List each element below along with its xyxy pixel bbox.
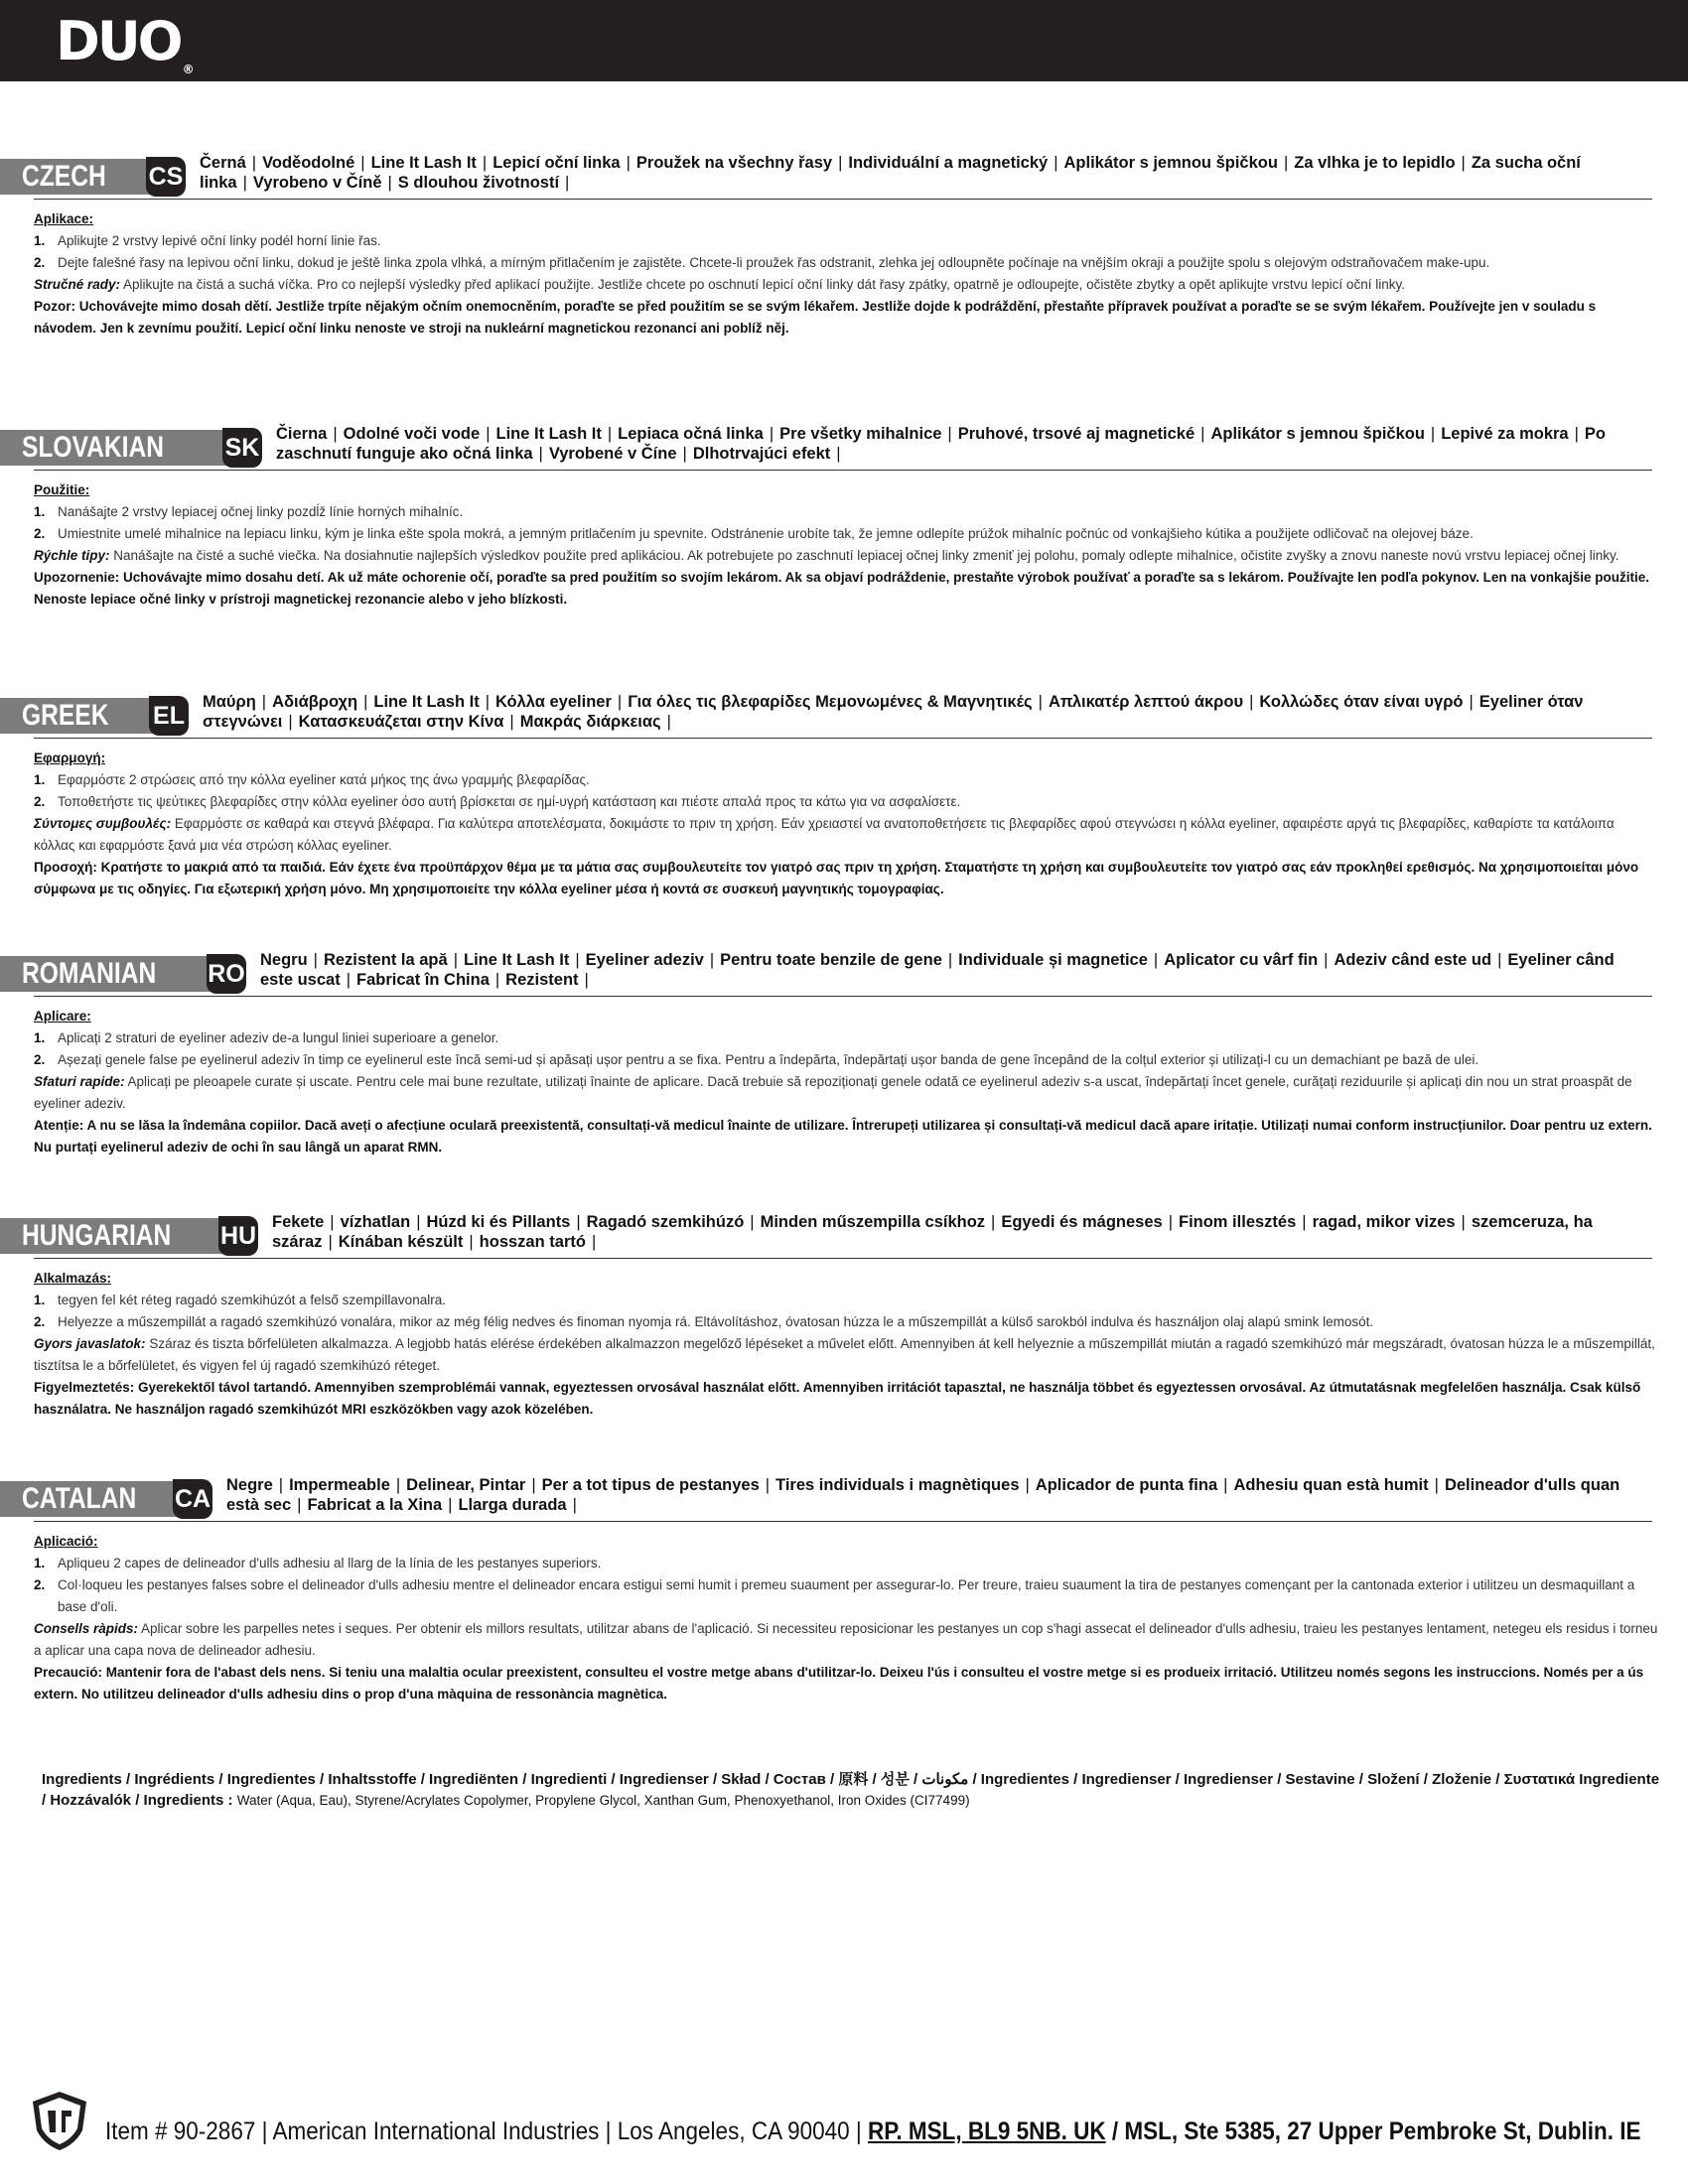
feature-item: Negre [226,1476,273,1494]
section-divider [34,470,1652,471]
language-code-badge: RO [207,954,246,994]
instruction-step: 1. Εφαρμόστε 2 στρώσεις από την κόλλα eyeliner κατά μήκος της άνω γραμμής βλεφαρίδας. [34,772,590,787]
feature-item: Κόλλα eyeliner [495,693,612,711]
feature-item: Αδιάβροχη [272,693,358,711]
ingredients-labels: Ingredients / Ingrédients / Ingredientes / Inhaltsstoffe / Ingrediënten / Ingredienti / Ingredienser / Skład / Состав / 原料 / 성분 / مكونات / Ingredientes / Ingredienser / Ingredienser / Sestavine / Složení / Zloženie / Συστατικά Ingrediente / Hozzávalók / Ingredients : [42,1771,1660,1809]
instructions-heading: Εφαρμογή: [34,751,106,765]
feature-item: Dlhotrvajúci efekt [692,445,831,463]
language-label: CATALAN [0,1481,179,1517]
instruction-step: 2. Helyezze a műszempillát a ragadó szemkihúzó vonalára, mikor az még félig nedves és finoman nyomja rá. Eltávolításhoz, óvatosan húzza le a műszempillát a külső sarokból indulva és használjon olaj alapú smink lemosót. [34,1314,1374,1329]
instructions [34,208,1658,340]
feature-item: ragad, mikor vizes [1312,1213,1456,1231]
feature-item: Rezistent la apă [323,951,448,969]
feature-item: Černá [200,154,246,172]
feature-list: Fekete | vízhatlan | Húzd ki és Pillants | Ragadó szemkihúzó | Minden műszempilla csíkhoz | Egyedi és mágneses | Finom illesztés | ragad, mikor vizes | szemceruza, ha száraz | Kínában készült | hosszan tartó | [272,1213,1593,1251]
feature-item: Line It Lash It [463,951,570,969]
feature-item: hosszan tartó [479,1233,586,1251]
language-code-badge: CA [173,1479,212,1519]
instruction-step: 1. Aplicați 2 straturi de eyeliner adeziv de-a lungul liniei superioare a genelor. [34,1030,499,1045]
quick-tips: Σύντομες συμβουλές: Εφαρμόστε σε καθαρά και στεγνά βλέφαρα. Για καλύτερα αποτελέσματα, δοκιμάστε το πριν τη χρήση. Εάν χρειαστεί να ανατοποθετήσετε τις βλεφαρίδες αφού στεγνώσει η κόλλα eyeliner, αφαιρέστε αργά τις βλεφαρίδες, καθαρίστε τα κατάλοιπα κόλλας και εφαρμόστε ξανά μια νέα στρώση κόλλας eyeliner. [34,816,1615,853]
feature-item: Aplicator cu vârf fin [1164,951,1319,969]
instruction-step: 2. Τοποθετήστε τις ψεύτικες βλεφαρίδες στην κόλλα eyeliner όσο αυτή βρίσκεται σε ημί-υγρή κατάσταση και πιέστε απαλά προς τα κάτω για να ασφαλίσετε. [34,794,961,809]
feature-item: Lepivé za mokra [1441,425,1569,443]
feature-item: Kínában készült [338,1233,464,1251]
feature-item: Finom illesztés [1178,1213,1297,1231]
feature-item: Proužek na všechny řasy [635,154,833,172]
instruction-step: 2. Col·loqueu les pestanyes falses sobre el delineador d'ulls adhesiu mentre el delineador encara estigui semi humit i premeu suaument per assegurar-lo. Per treure, traieu suaument la tira de pestanyes començant per la cantonada exterior i utilitzeu un desmaquillant a base d'oli. [34,1577,1635,1614]
feature-item: Tires individuals i magnètiques [775,1476,1020,1494]
feature-item: Lepiaca očná linka [618,425,764,443]
feature-item: Eyeliner adeziv [585,951,704,969]
caution-warning: Figyelmeztetés: Gyerekektől távol tartandó. Amennyiben szemproblémái vannak, egyeztessen orvosával használat előtt. Amennyiben irritációt tapasztal, ne használja többet és egyeztessen orvosával. Az útmutatásnak megfelelően használja. Csak külső használatra. Ne használjon ragadó szemkihúzót MRI eszközökben vagy azok közelében. [34,1380,1641,1417]
instruction-step: 2. Așezați genele false pe eyelinerul adeziv în timp ce eyelinerul este încă semi-ud și apăsați ușor pentru a se fixa. Pentru a îndepărta, îndepărtați ușor banda de gene începând de la colțul exterior și utilizați-l cu un demachiant pe bază de ulei. [34,1052,1479,1067]
feature-item: Adeziv când este ud [1334,951,1492,969]
feature-item: Line It Lash It [495,425,602,443]
feature-item: Eyeliner când este uscat [260,951,1615,989]
caution-warning: Προσοχή: Κρατήστε το μακριά από τα παιδιά. Εάν έχετε ένα προϋπάρχον θέμα με τα μάτια σας συμβουλευτείτε τον γιατρό σας πριν τη χρήση. Σταματήστε τη χρήση και συμβουλευτείτε τον γιατρό σας εάν προκληθεί ερεθισμός. Να χρησιμοποιείται μόνο σύμφωνα με τις οδηγίες. Για εξωτερική χρήση μόνο. Μη χρησιμοποιείτε την κόλλα eyeliner μέσα ή κοντά σε συσκευή μαγνητικής τομογραφίας. [34,860,1639,896]
language-code-badge: SK [222,428,262,468]
feature-item: Čierna [276,425,328,443]
feature-item: Adhesiu quan està humit [1233,1476,1429,1494]
feature-item: Line It Lash It [373,693,480,711]
quick-tips: Gyors javaslatok: Száraz és tiszta bőrfelületen alkalmazza. A legjobb hatás elérése érdekében alkalmazzon megelőző lépéseket a művelet előtt. Amennyiben át kell helyeznie a műszempillát miután a ragadó szemkihúzó már megszáradt, óvatosan húzza le a műszempillát, tisztítsa le a bőrfelületet, és vigyen fel új ragadó szemkihúzó réteget. [34,1336,1655,1373]
language-code-badge: HU [218,1216,258,1256]
feature-item: Eyeliner όταν στεγνώνει [203,693,1584,731]
feature-item: Fabricat a la Xina [307,1496,443,1514]
instruction-step: 2. Dejte falešné řasy na lepivou oční linku, dokud je ještě linka zpola vlhká, a mírným přitlačením je zajistěte. Chcete-li proužek řas odstranit, zlehka jej odloupněte počínaje na vnějším okraji a použijte spolu s olejovým odstraňovačem make-upu. [34,255,1490,270]
feature-item: Ragadó szemkihúzó [586,1213,745,1231]
feature-item: Line It Lash It [370,154,477,172]
caution-warning: Upozornenie: Uchovávajte mimo dosahu detí. Ak už máte ochorenie očí, poraďte sa pred použitím so svojím lekárom. Ak sa objaví podráždenie, prestaňte výrobok používať a poraďte sa s lekárom. Používajte len podľa pokynov. Len na vonkajšie použitie. Nenoste lepiace očné linky v prístroji magnetickej rezonancie alebo v jeho blízkosti. [34,570,1649,607]
feature-item: Vyrobené v Číne [548,445,677,463]
feature-item: Voděodolné [262,154,355,172]
instructions [34,748,1658,900]
feature-item: Aplikátor s jemnou špičkou [1210,425,1425,443]
language-code-badge: EL [149,696,189,736]
instructions-heading: Alkalmazás: [34,1271,112,1286]
instructions-heading: Aplikace: [34,211,94,226]
feature-item: Húzd ki és Pillants [426,1213,571,1231]
feature-item: Lepicí oční linka [492,154,621,172]
footer [0,2085,1688,2164]
feature-item: Za vlhka je to lepidlo [1294,154,1456,172]
feature-item: Delinear, Pintar [406,1476,526,1494]
feature-item: Individuální a magnetický [848,154,1049,172]
instructions [34,479,1658,611]
language-label: GREEK [0,698,155,734]
feature-item: Μαύρη [203,693,256,711]
feature-item: Vyrobeno v Číně [252,174,382,192]
feature-item: vízhatlan [340,1213,411,1231]
quick-tips: Sfaturi rapide: Aplicați pe pleoapele curate și uscate. Pentru cele mai bune rezultate, utilizați înainte de aplicare. Dacă trebuie să repoziționați genele odată ce eyelinerul adeziv s-a uscat, îndepărtați încet genele, curățați reziduurile și aplicați din nou un strat proaspăt de eyeliner adeziv. [34,1074,1632,1111]
feature-item: Egyedi és mágneses [1001,1213,1163,1231]
instruction-step: 1. Apliqueu 2 capes de delineador d'ulls adhesiu al llarg de la línia de les pestanyes superiors. [34,1556,602,1570]
language-label: CZECH [0,159,152,195]
ingredients [42,1769,1660,1811]
instruction-step: 1. tegyen fel két réteg ragadó szemkihúzót a felső szempillavonalra. [34,1293,446,1307]
feature-item: Odolné voči vode [343,425,481,443]
feature-item: szemceruza, ha száraz [272,1213,1593,1251]
feature-item: Κατασκευάζεται στην Κίνα [298,713,504,731]
feature-item: Llarga durada [458,1496,567,1514]
feature-item: S dlouhou životností [397,174,560,192]
feature-item: Rezistent [505,971,579,989]
language-code-badge: CS [146,157,186,197]
instruction-step: 2. Umiestnite umelé mihalnice na lepiacu linku, kým je linka ešte spola mokrá, a jemným pritlačením ju spevnite. Odstránenie urobíte tak, že jemne odlepíte prúžok mihalníc počnúc od vonkajšieho kútika a použijete odličovač na olejovej báze. [34,526,1474,541]
feature-item: Pruhové, trsové aj magnetické [957,425,1196,443]
feature-item: Aplikátor s jemnou špičkou [1063,154,1278,172]
instructions-heading: Použitie: [34,482,90,497]
uk-rep-address: RP. MSL, BL9 5NB. UK [868,2117,1106,2145]
feature-item: Impermeable [289,1476,390,1494]
feature-item: Per a tot tipus de pestanyes [541,1476,760,1494]
feature-item: Fabricat în China [356,971,490,989]
footer-address: Item # 90-2867 | American International Industries | Los Angeles, CA 90040 | RP. MSL, BL9 5NB. UK / MSL, Ste 5385, 27 Upper Pembroke St, Dublin. IE [105,2117,1641,2145]
feature-item: Απλικατέρ λεπτού άκρου [1048,693,1244,711]
section-divider [34,199,1652,200]
instructions-heading: Aplicació: [34,1534,98,1549]
feature-item: Delineador d'ulls quan està sec [226,1476,1620,1514]
feature-list: Černá | Voděodolné | Line It Lash It | Lepicí oční linka | Proužek na všechny řasy | Individuální a magnetický | Aplikátor s jemnou špičkou | Za vlhka je to lepidlo | Za sucha oční linka | Vyrobeno v Číně | S dlouhou životností | [200,154,1581,192]
instructions [34,1268,1658,1421]
feature-item: Κολλώδες όταν είναι υγρό [1259,693,1464,711]
ingredients-list: Water (Aqua, Eau), Styrene/Acrylates Copolymer, Propylene Glycol, Xanthan Gum, Phenoxyethanol, Iron Oxides (CI77499) [236,1793,970,1808]
language-label: HUNGARIAN [0,1218,224,1254]
instruction-step: 1. Aplikujte 2 vrstvy lepivé oční linky podél horní linie řas. [34,233,381,248]
feature-item: Pentru toate benzile de gene [720,951,942,969]
caution-warning: Atenție: A nu se lăsa la îndemâna copiilor. Dacă aveți o afecțiune oculară preexistentă, consultați-vă medicul înainte de utilizare. Întrerupeți utilizarea și consultați-vă medicul dacă apare iritație. Utilizați numai conform instrucțiunilor. Doar pentru uz extern. Nu purtați eyelinerul adeziv de ochi în sau lângă un aparat RMN. [34,1118,1652,1155]
section-divider [34,1258,1652,1259]
instructions [34,1006,1658,1159]
feature-item: Negru [260,951,308,969]
quick-tips: Stručné rady: Aplikujte na čistá a suchá víčka. Pro co nejlepší výsledky před aplikací použijte. Jestliže chcete po oschnutí lepicí oční linky dát řasy zpátky, opatrně je odloupejte, očistěte zbytky a opět aplikujte vrstvu lepicí oční linky. [34,277,1405,292]
caution-warning: Pozor: Uchovávejte mimo dosah dětí. Jestliže trpíte nějakým očním onemocněním, poraďte se před použitím se se svým lékařem. Jestliže dojde k podráždění, přestaňte přípravek používat a poraďte se se svým lékařem. Používejte jen v souladu s návodem. Jen k zevnímu použití. Lepicí oční linku nenoste ve stroji na nukleární magnetickou rezonanci ani poblíž něj. [34,299,1597,336]
section-divider [34,1521,1652,1522]
feature-list: Μαύρη | Αδιάβροχη | Line It Lash It | Κόλλα eyeliner | Για όλες τις βλεφαρίδες Μεμονωμένες & Μαγνητικές | Απλικατέρ λεπτού άκρου | Κολλώδες όταν είναι υγρό | Eyeliner όταν στεγνώνει | Κατασκευάζεται στην Κίνα | Μακράς διάρκειας | [203,693,1584,731]
instructions [34,1531,1658,1706]
instruction-step: 1. Nanášajte 2 vrstvy lepiacej očnej linky pozdĺž línie horných mihalníc. [34,504,464,519]
instructions-heading: Aplicare: [34,1009,91,1024]
feature-list: Negru | Rezistent la apă | Line It Lash It | Eyeliner adeziv | Pentru toate benzile de gene | Individuale și magnetice | Aplicator cu vârf fin | Adeziv când este ud | Eyeliner când este uscat | Fabricat în China | Rezistent | [260,951,1615,989]
feature-item: Za sucha oční linka [200,154,1581,192]
feature-item: Fekete [272,1213,325,1231]
feature-item: Για όλες τις βλεφαρίδες Μεμονωμένες & Μαγνητικές [628,693,1033,711]
header-bar [0,0,1688,81]
quick-tips: Consells ràpids: Aplicar sobre les parpelles netes i seques. Per obtenir els millors resultats, utilitzar abans de l'aplicació. Si necessiteu reposicionar les pestanyes un cop s'hagi assecat el delineador d'ulls adhesiu, traieu les pestanyes lentament, netegeu els residus i torneu a aplicar una capa nova de delineador adhesiu. [34,1621,1658,1658]
duo-logo: DUO ® [56,10,195,76]
quick-tips: Rýchle tipy: Nanášajte na čisté a suché viečka. Na dosiahnutie najlepších výsledkov použite pred aplikáciou. Ak potrebujete po zaschnutí lepiacej očnej linky zmeniť jej polohu, pomaly odlepte mihalnice, očistite zvyšky a znovu naneste novú vrstvu lepiacej očnej linky. [34,548,1619,563]
feature-item: Minden műszempilla csíkhoz [760,1213,986,1231]
section-divider [34,996,1652,997]
feature-list: Čierna | Odolné voči vode | Line It Lash It | Lepiaca očná linka | Pre všetky mihalnice | Pruhové, trsové aj magnetické | Aplikátor s jemnou špičkou | Lepivé za mokra | Po zaschnutí funguje ako očná linka | Vyrobené v Číne | Dlhotrvajúci efekt | [276,425,1606,463]
feature-item: Po zaschnutí funguje ako očná linka [276,425,1606,463]
feature-item: Individuale și magnetice [958,951,1148,969]
section-divider [34,738,1652,739]
aii-shield-icon [28,2089,91,2152]
language-label: SLOVAKIAN [0,430,228,466]
feature-item: Μακράς διάρκειας [519,713,661,731]
language-label: ROMANIAN [0,956,212,992]
feature-list: Negre | Impermeable | Delinear, Pintar | Per a tot tipus de pestanyes | Tires individuals i magnètiques | Aplicador de punta fina | Adhesiu quan està humit | Delineador d'ulls quan està sec | Fabricat a la Xina | Llarga durada | [226,1476,1620,1514]
caution-warning: Precaució: Mantenir fora de l'abast dels nens. Si teniu una malaltia ocular preexistent, consulteu el vostre metge abans d'utilitzar-lo. Deixeu l'ús i consulteu el vostre metge si es produeix irritació. Utilitzeu només segons les instruccions. Només per a ús extern. No utilitzeu delineador d'ulls adhesiu dins o prop d'una màquina de ressonància magnètica. [34,1665,1644,1702]
feature-item: Pre všetky mihalnice [779,425,942,443]
feature-item: Aplicador de punta fina [1035,1476,1218,1494]
